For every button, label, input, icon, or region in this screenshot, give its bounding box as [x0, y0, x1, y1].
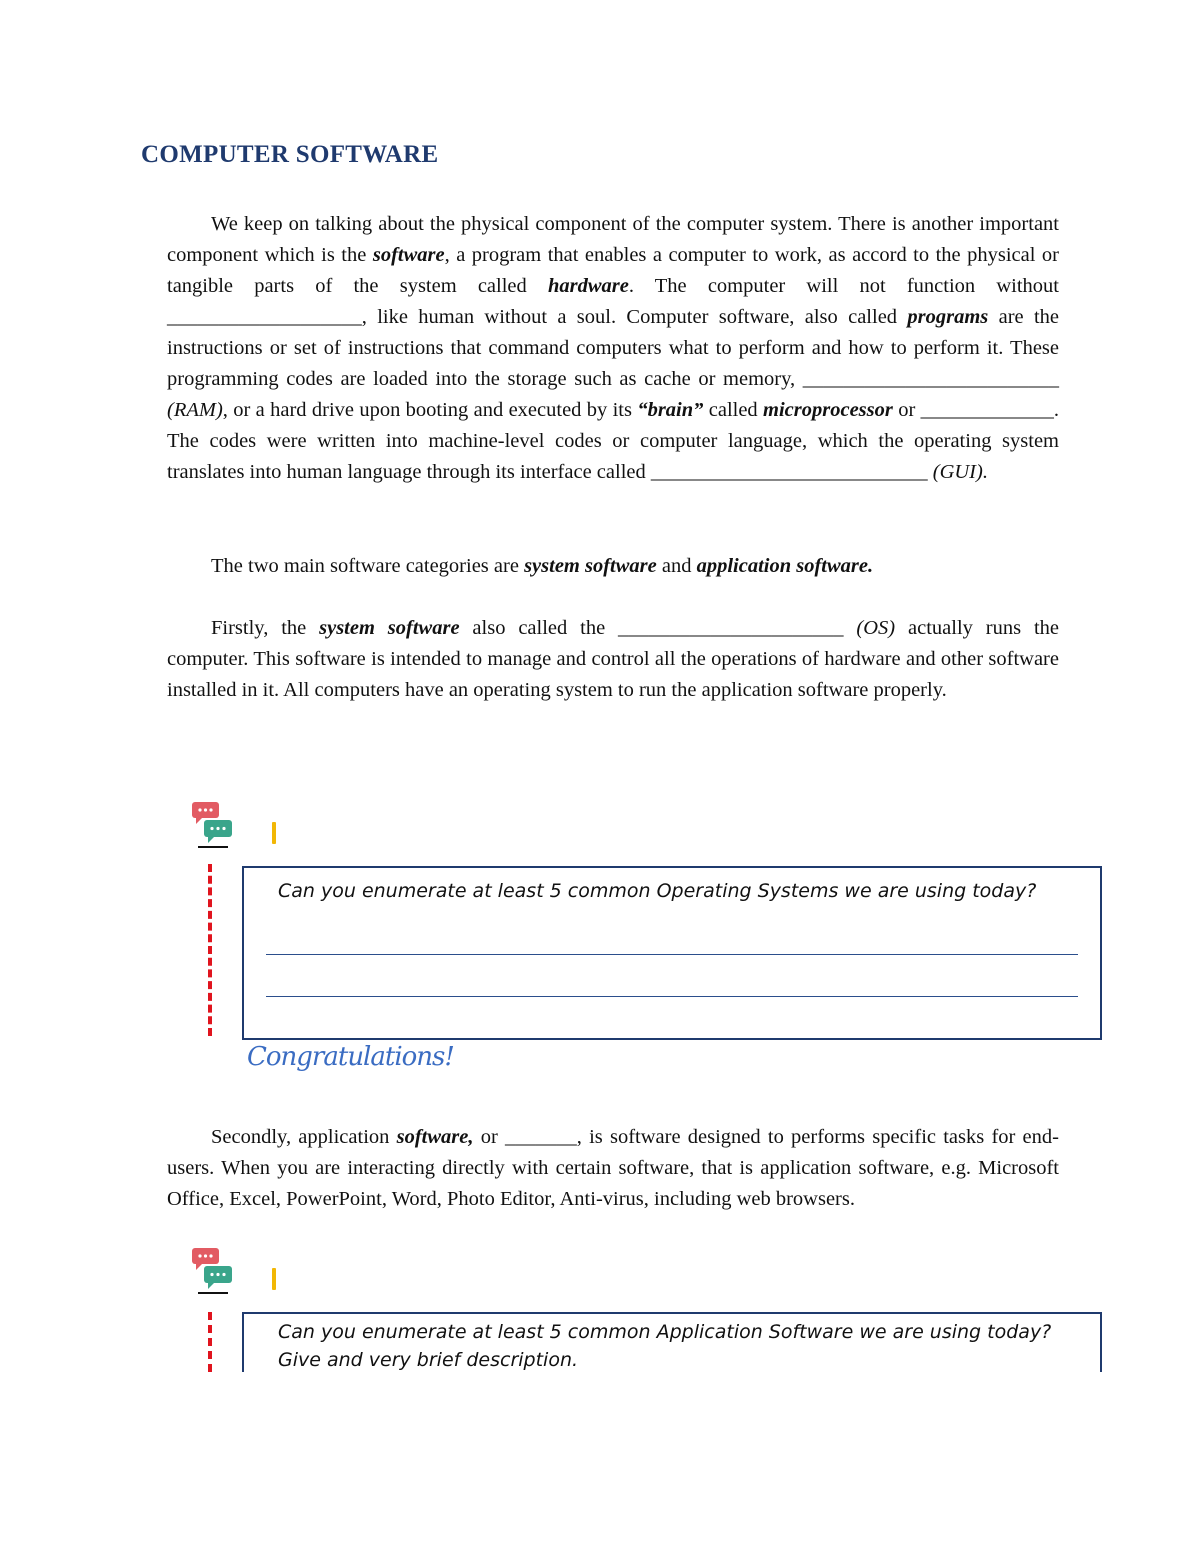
chat-bubbles-icon — [190, 802, 234, 848]
answer-line[interactable] — [266, 996, 1078, 997]
system-software-paragraph: Firstly, the system software also called the ______________________ (OS) actually runs the computer. This software is intended to manage and control all the operations of hardware and other software installed in it. All computers have an operating system to run the application software properly. — [167, 617, 1059, 701]
term-application-software: application software. — [696, 555, 874, 577]
term-programs: programs — [907, 306, 989, 328]
accent-mark — [272, 1268, 276, 1290]
term-hardware: hardware — [547, 275, 629, 297]
term-gui: (GUI). — [932, 461, 988, 483]
term-system-software-2: system software — [319, 617, 460, 639]
page-title: COMPUTER SOFTWARE — [141, 141, 439, 168]
chat-bubbles-icon — [190, 1248, 234, 1294]
question-os-text: Can you enumerate at least 5 common Operating Systems we are using today? — [278, 880, 1037, 902]
answer-line[interactable] — [266, 954, 1078, 955]
fill-blank-3[interactable]: _____________ — [920, 399, 1054, 421]
dashed-margin-line — [208, 864, 212, 1036]
dashed-margin-line — [208, 1312, 212, 1372]
categories-paragraph: The two main software categories are system software and application software. — [211, 555, 874, 577]
term-software: software — [372, 244, 445, 266]
fill-blank-1[interactable]: ___________________ — [167, 306, 362, 328]
fill-blank-4[interactable]: ___________________________ — [650, 461, 928, 483]
fill-blank-2[interactable]: _________________________ — [802, 368, 1059, 390]
fill-blank-apps[interactable]: _______, — [505, 1126, 582, 1148]
term-system-software: system software — [524, 555, 657, 577]
fill-blank-os[interactable]: ______________________ — [618, 617, 844, 639]
term-os: (OS) — [856, 617, 896, 639]
question-box-apps-clip — [242, 1312, 1102, 1372]
term-software-2: software, — [396, 1126, 474, 1148]
question-box-os — [242, 866, 1102, 1040]
question-box-apps — [242, 1312, 1102, 1372]
congratulations-text: Congratulations! — [247, 1042, 454, 1072]
intro-paragraph: We keep on talking about the physical component of the computer system. There is another important component which is the software, a program that enables a computer to work, as accord to the physical or tangible parts of the system called hardware. The computer will not function without ___________________, like human without a soul. Computer software, also called programs are the instructions or set of instructions that command computers what to perform and how to perform it. These programming codes are loaded into the storage such as cache or memory, _________________________ (RAM), or a hard drive upon booting and executed by its “brain” called microprocessor or _____________. The codes were written into machine-level codes or computer language, which the operating system translates into human language through its interface called ___________________________ (GUI). — [167, 213, 1060, 483]
accent-mark — [272, 822, 276, 844]
term-brain: “brain” — [637, 399, 704, 421]
question-apps-text: Can you enumerate at least 5 common Application Software we are using today? Give and very brief description. — [278, 1321, 1052, 1371]
term-microprocessor: microprocessor — [763, 399, 893, 421]
application-software-paragraph: Secondly, application software, or _______, is software designed to performs specific tasks for end-users. When you are interacting directly with certain software, that is application software, e.g. Microsoft Office, Excel, PowerPoint, Word, Photo Editor, Anti-virus, including web browsers. — [167, 1126, 1059, 1210]
term-ram: (RAM) — [167, 399, 223, 421]
